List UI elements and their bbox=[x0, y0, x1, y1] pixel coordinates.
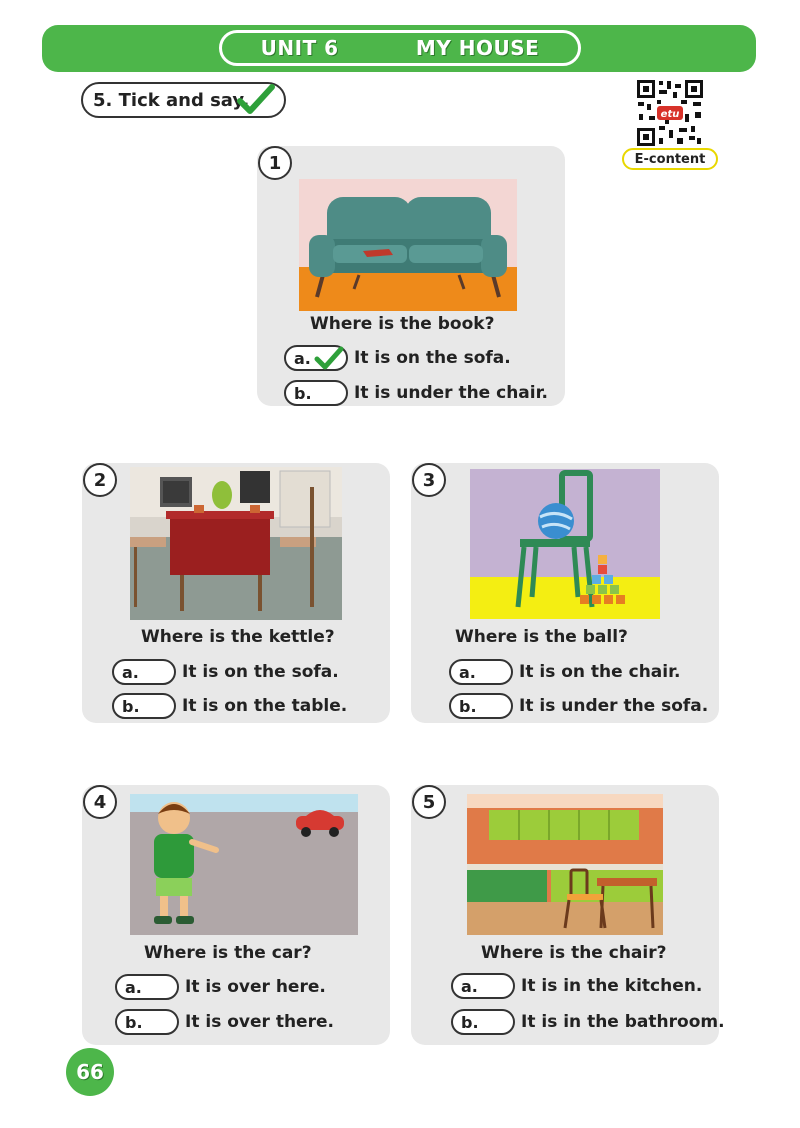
option-letter: b. bbox=[294, 383, 312, 403]
option-text: It is on the chair. bbox=[519, 662, 681, 682]
option-text: It is under the chair. bbox=[354, 383, 549, 403]
option-checkbox[interactable] bbox=[115, 1009, 179, 1035]
kitchen-table-image bbox=[130, 467, 342, 620]
exercise-number-1: 1 bbox=[258, 146, 292, 180]
option-text: It is over there. bbox=[185, 1012, 334, 1032]
question-1: Where is the book? bbox=[310, 314, 495, 334]
e-content-badge[interactable]: E-content bbox=[622, 148, 718, 170]
boy-pointing-car-image bbox=[130, 794, 358, 935]
option-letter: b. bbox=[122, 696, 140, 716]
option-text: It is under the sofa. bbox=[519, 696, 709, 716]
option-2b[interactable] bbox=[112, 693, 347, 719]
option-4b[interactable] bbox=[115, 1009, 334, 1035]
exercise-number-2: 2 bbox=[83, 463, 117, 497]
sofa-with-book-image bbox=[299, 179, 517, 311]
svg-text:etu: etu bbox=[660, 109, 680, 120]
qr-code[interactable] bbox=[635, 78, 705, 148]
option-4a[interactable] bbox=[115, 974, 326, 1000]
question-2: Where is the kettle? bbox=[141, 627, 335, 647]
option-checkbox[interactable] bbox=[451, 973, 515, 999]
option-checkbox[interactable] bbox=[449, 659, 513, 685]
exercise-number-3: 3 bbox=[412, 463, 446, 497]
checkmark-icon bbox=[236, 84, 276, 116]
option-1b[interactable] bbox=[284, 380, 548, 406]
option-5a[interactable] bbox=[451, 973, 702, 999]
option-text: It is on the table. bbox=[182, 696, 348, 716]
option-letter: b. bbox=[125, 1012, 143, 1032]
option-checkbox[interactable] bbox=[112, 659, 176, 685]
option-2a[interactable] bbox=[112, 659, 339, 685]
unit-label: UNIT 6 bbox=[260, 36, 339, 60]
ball-on-chair-image bbox=[470, 469, 660, 619]
question-4: Where is the car? bbox=[144, 943, 312, 963]
question-3: Where is the ball? bbox=[455, 627, 628, 647]
option-1a[interactable] bbox=[284, 345, 511, 371]
option-checkbox[interactable] bbox=[115, 974, 179, 1000]
option-5b[interactable] bbox=[451, 1009, 725, 1035]
option-letter: a. bbox=[459, 662, 476, 682]
exercise-number-5: 5 bbox=[412, 785, 446, 819]
kitchen-chair-image bbox=[467, 794, 663, 935]
option-checkbox[interactable] bbox=[284, 345, 348, 371]
question-5: Where is the chair? bbox=[481, 943, 667, 963]
option-text: It is in the kitchen. bbox=[521, 976, 703, 996]
option-3b[interactable] bbox=[449, 693, 708, 719]
option-checkbox[interactable] bbox=[112, 693, 176, 719]
option-letter: b. bbox=[461, 1012, 479, 1032]
option-checkbox[interactable] bbox=[284, 380, 348, 406]
instruction-text: 5. Tick and say. bbox=[93, 89, 250, 111]
exercise-instruction bbox=[81, 82, 286, 118]
unit-title: MY HOUSE bbox=[415, 36, 540, 60]
unit-title-pill bbox=[219, 30, 581, 66]
checkmark-icon bbox=[314, 346, 344, 370]
page-number: 66 bbox=[66, 1048, 114, 1096]
option-letter: a. bbox=[461, 976, 478, 996]
option-letter: b. bbox=[459, 696, 477, 716]
option-letter: a. bbox=[294, 348, 311, 368]
option-text: It is on the sofa. bbox=[182, 662, 339, 682]
option-text: It is on the sofa. bbox=[354, 348, 511, 368]
exercise-number-4: 4 bbox=[83, 785, 117, 819]
option-checkbox[interactable] bbox=[451, 1009, 515, 1035]
option-text: It is in the bathroom. bbox=[521, 1012, 725, 1032]
option-text: It is over here. bbox=[185, 977, 326, 997]
option-letter: a. bbox=[125, 977, 142, 997]
unit-banner bbox=[42, 25, 756, 72]
option-letter: a. bbox=[122, 662, 139, 682]
option-checkbox[interactable] bbox=[449, 693, 513, 719]
option-3a[interactable] bbox=[449, 659, 681, 685]
